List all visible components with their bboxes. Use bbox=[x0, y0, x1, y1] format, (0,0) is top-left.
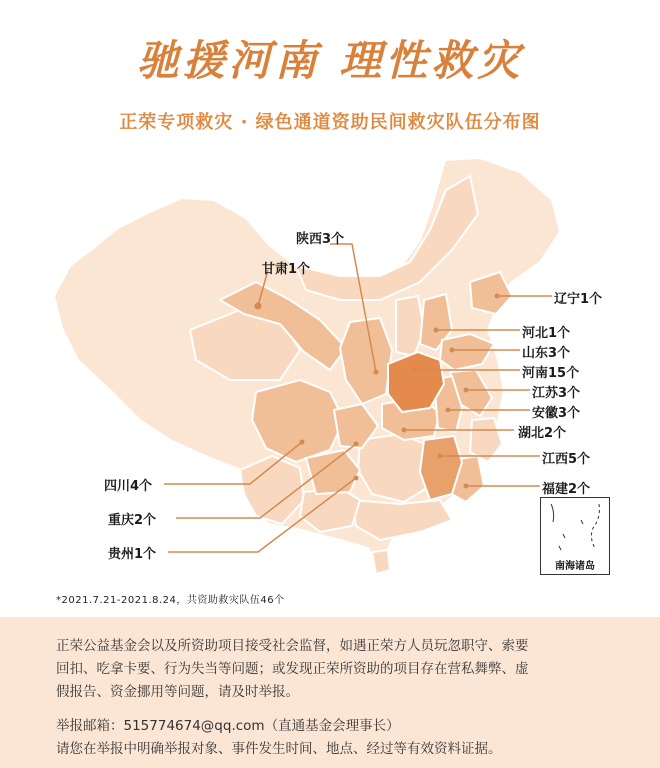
footer-text-line3: 假报告、资金挪用等问题，请及时举报。 bbox=[56, 684, 299, 700]
page-subtitle: 正荣专项救灾 · 绿色通道资助民间救灾队伍分布图 bbox=[119, 112, 541, 133]
label-gansu: 甘肃1个 bbox=[262, 262, 311, 277]
label-liaoning: 辽宁1个 bbox=[554, 292, 603, 307]
dot-shaanxi bbox=[374, 370, 379, 375]
dot-shandong bbox=[450, 348, 455, 353]
dot-liaoning bbox=[495, 294, 500, 299]
dot-sichuan bbox=[300, 440, 305, 445]
dot-guizhou bbox=[354, 476, 359, 481]
dot-hebei bbox=[434, 328, 439, 333]
dot-jiangsu bbox=[464, 388, 469, 393]
dot-fujian bbox=[464, 484, 469, 489]
footer-panel bbox=[0, 617, 660, 768]
dot-gansu bbox=[255, 303, 262, 310]
south-china-sea-label: 南海诸岛 bbox=[555, 561, 595, 572]
footer-text-line5: 请您在举报中明确举报对象、事件发生时间、地点、经过等有效资料证据。 bbox=[56, 741, 502, 757]
label-anhui: 安徽3个 bbox=[532, 406, 581, 421]
dot-henan bbox=[412, 368, 417, 373]
south-china-sea-islands bbox=[541, 498, 609, 560]
dot-hubei bbox=[402, 428, 407, 433]
label-fujian: 福建2个 bbox=[542, 482, 591, 497]
label-jiangsu: 江苏3个 bbox=[532, 386, 581, 401]
footer-text-line1: 正荣公益基金会以及所资助项目接受社会监督，如遇正荣方人员玩忽职守、索要 bbox=[56, 638, 529, 654]
report-email: 举报邮箱：515774674@qq.com（直通基金会理事长） bbox=[56, 718, 400, 734]
dot-jiangxi bbox=[438, 454, 443, 459]
label-hubei: 湖北2个 bbox=[518, 426, 567, 441]
dot-anhui bbox=[446, 408, 451, 413]
south-china-sea-inset bbox=[540, 497, 610, 575]
dot-chongqing bbox=[354, 442, 359, 447]
label-jiangxi: 江西5个 bbox=[542, 452, 591, 467]
label-henan: 河南15个 bbox=[522, 366, 580, 381]
region-hainan bbox=[372, 550, 390, 574]
label-chongqing: 重庆2个 bbox=[108, 513, 157, 528]
label-shandong: 山东3个 bbox=[522, 346, 571, 361]
label-shaanxi: 陕西3个 bbox=[296, 232, 345, 247]
page-title: 驰援河南 理性救灾 bbox=[136, 36, 524, 85]
label-hebei: 河北1个 bbox=[522, 326, 571, 341]
label-guizhou: 贵州1个 bbox=[108, 547, 157, 562]
label-sichuan: 四川4个 bbox=[104, 479, 153, 494]
footnote: *2021.7.21-2021.8.24，共资助救灾队伍46个 bbox=[56, 595, 285, 606]
footer-text-line2: 回扣、吃拿卡要、行为失当等问题；或发现正荣所资助的项目存在营私舞弊、虚 bbox=[56, 661, 529, 677]
